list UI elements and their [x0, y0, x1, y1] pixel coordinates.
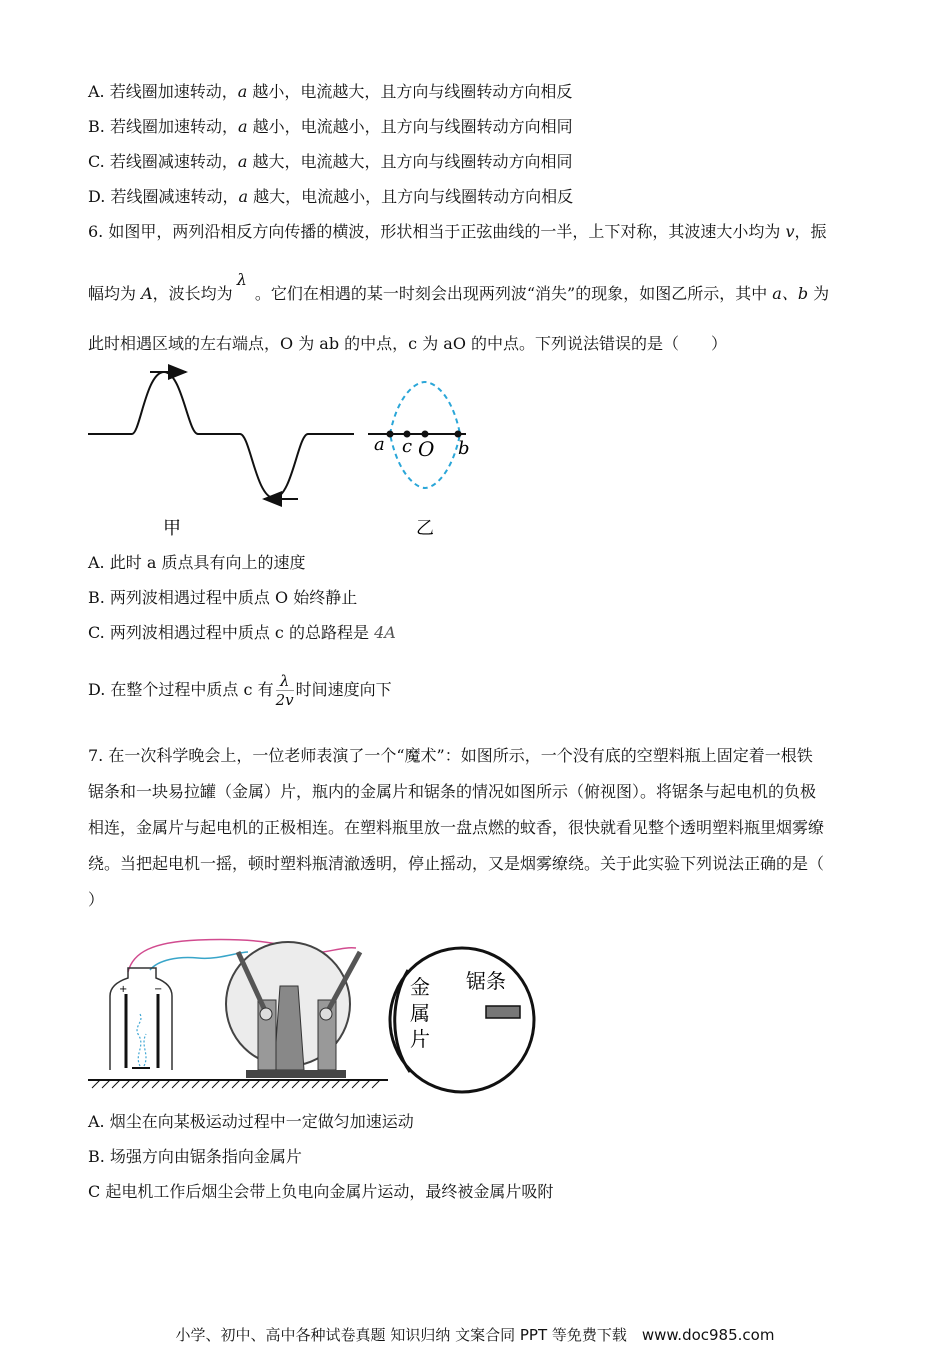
metal-sheet — [395, 970, 410, 1072]
electrostatic-apparatus-figure — [88, 922, 388, 1090]
q7-stem-line1: 7. 在一次科学晚会上，一位老师表演了一个“魔术”：如图所示，一个没有底的空塑料瓶上固定着一根铁 — [88, 746, 813, 765]
label-saw: 锯条 — [466, 969, 506, 993]
q6-stem-line3: 此时相遇区域的左右端点，O 为 ab 的中点，c 为 aO 的中点。下列说法错误的是（ ） — [88, 334, 728, 353]
q6-stem-line2: 幅均为 A，波长均为λ。它们在相遇的某一时刻会出现两列波“消失”的现象，如图乙所示，其中 a、b 为 — [88, 270, 830, 303]
q6-stem-line1: 6. 如图甲，两列沿相反方向传播的横波，形状相当于正弦曲线的一半，上下对称，其波速大小均为 v，振 — [88, 222, 827, 241]
page-footer: 小学、初中、高中各种试卷真题 知识归纳 文案合同 PPT 等免费下载 www.doc985.com — [175, 1326, 775, 1344]
label-a: a — [374, 434, 385, 455]
smoke-icon — [137, 1014, 146, 1066]
q7-stem-line3: 相连，金属片与起电机的正极相连。在塑料瓶里放一盘点燃的蚊香，很快就看见整个透明塑料瓶里烟雾缭 — [88, 818, 825, 837]
fig-jia-label: 甲 — [163, 518, 181, 539]
q6-option-a: A. 此时 a 质点具有向上的速度 — [88, 553, 306, 572]
fraction-lambda-2v: $\frac{\lambda}{2v}$ — [275, 672, 294, 709]
q7-stem-line2: 锯条和一块易拉罐（金属）片，瓶内的金属片和锯条的情况如图所示（俯视图）。将锯条与起电机的负极 — [88, 782, 817, 801]
wave-jia-curve — [88, 372, 354, 498]
q6-option-b: B. 两列波相遇过程中质点 O 始终静止 — [88, 588, 358, 607]
top-view-figure — [386, 944, 538, 1096]
q6-option-c: C. 两列波相遇过程中质点 c 的总路程是 4A — [88, 623, 396, 642]
label-O: O — [418, 437, 435, 461]
wire-negative — [150, 952, 248, 970]
plus-sign: + — [119, 984, 128, 995]
point-a — [387, 431, 394, 438]
q7-option-b: B. 场强方向由锯条指向金属片 — [88, 1147, 302, 1166]
wave-figure-jia — [88, 362, 368, 544]
q5-option-a: A. 若线圈加速转动，a 越小，电流越大，且方向与线圈转动方向相反 — [88, 82, 573, 101]
point-b — [455, 431, 462, 438]
q5-option-b: B. 若线圈加速转动，a 越小，电流越小，且方向与线圈转动方向相同 — [88, 117, 573, 136]
q7-stem-line5: ） — [88, 890, 105, 909]
q5-option-c: C. 若线圈减速转动，a 越大，电流越大，且方向与线圈转动方向相同 — [88, 152, 573, 171]
minus-sign: − — [154, 984, 163, 995]
label-b: b — [458, 438, 470, 459]
label-metal-1: 金属片 — [410, 975, 430, 1051]
fig-yi-label: 乙 — [416, 518, 434, 539]
q7-stem-line4: 绕。当把起电机一摇，顿时塑料瓶清澈透明，停止摇动，又是烟雾缭绕。关于此实验下列说法正确的是（ — [88, 854, 825, 873]
q6-option-d: D. 在整个过程中质点 c 有 $\frac{\lambda}{2v}$ 时间速度向下 — [88, 672, 392, 709]
q5-option-d: D. 若线圈减速转动，a 越大，电流越小，且方向与线圈转动方向相反 — [88, 187, 574, 206]
q7-option-c: C 起电机工作后烟尘会带上负电向金属片运动，最终被金属片吸附 — [88, 1182, 554, 1201]
saw-blade — [486, 1006, 520, 1018]
label-c: c — [402, 436, 413, 457]
q7-option-a: A. 烟尘在向某极运动过程中一定做匀加速运动 — [88, 1112, 414, 1131]
wave-figure-yi — [368, 374, 478, 544]
